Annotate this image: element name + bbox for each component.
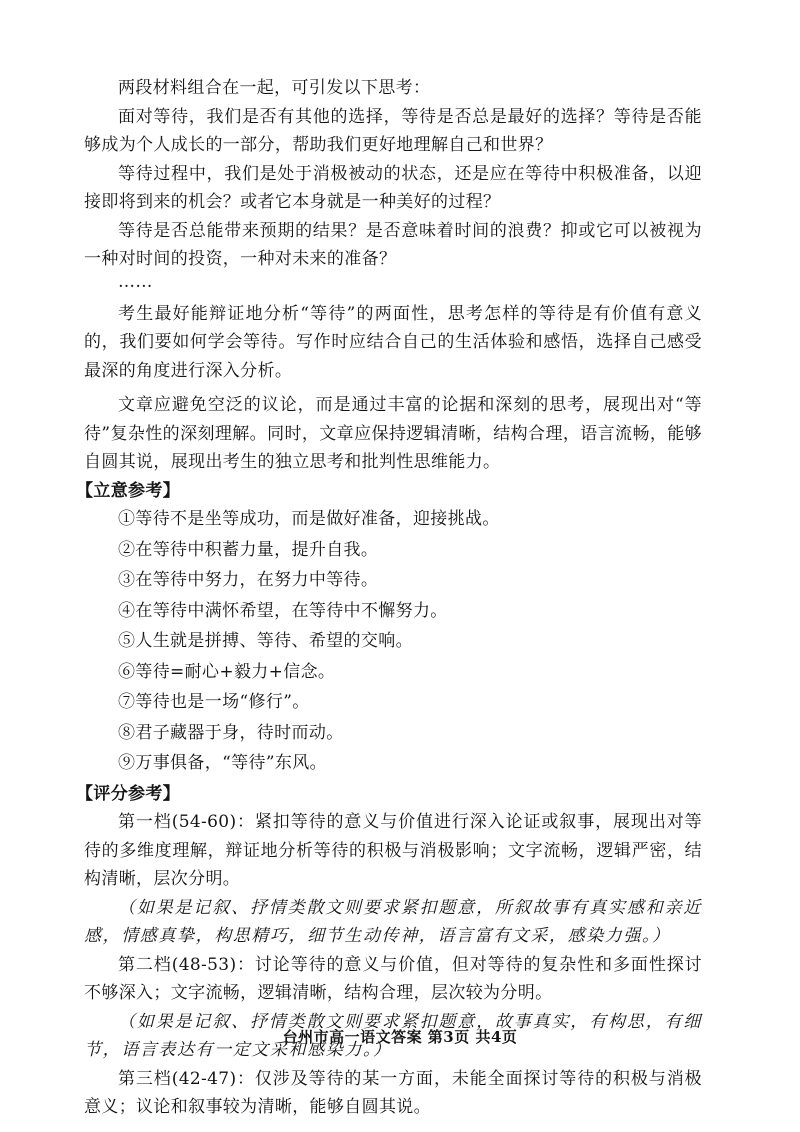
question-paragraph-2: 等待过程中，我们是处于消极被动的状态，还是应在等待中积极准备，以迎接即将到来的机会？或者它本身就是一种美好的过程？: [84, 163, 702, 212]
list-item: ⑦等待也是一场“修行”。: [118, 692, 310, 712]
list-item: ①等待不是坐等成功，而是做好准备，迎接挑战。: [118, 509, 500, 529]
guidance-paragraph-2: 文章应避免空泛的议论，而是通过丰富的论据和深刻的思考，展现出对“等待”复杂性的深刻理解。同时，文章应保持逻辑清晰，结构合理，语言流畅，能够自圆其说，展现出考生的独立思考和批判性思维能力。: [84, 395, 702, 472]
scoring-tier-3: 第三档(42-47)：仅涉及等待的某一方面，未能全面探讨等待的积极与消极意义；议论和叙事较为清晰，能够自圆其说。: [84, 1068, 702, 1117]
scoring-reference-heading: 【评分参考】: [76, 783, 181, 804]
question-paragraph-1: 面对等待，我们是否有其他的选择，等待是否总是最好的选择？等待是否能够成为个人成长的一部分，帮助我们更好地理解自己和世界？: [84, 106, 702, 155]
question-paragraph-3: 等待是否总能带来预期的结果？是否意味着时间的浪费？抑或它可以被视为一种对时间的投资，一种对未来的准备？: [84, 220, 702, 269]
guidance-paragraph-1: 考生最好能辩证地分析“等待”的两面性，思考怎样的等待是有价值有意义的，我们要如何学会等待。写作时应结合自己的生活体验和感悟，选择自己感受最深的角度进行深入分析。: [84, 303, 702, 381]
scoring-tier-1: 第一档(54-60)：紧扣等待的意义与价值进行深入论证或叙事，展现出对等待的多维度理解，辩证地分析等待的积极与消极影响；文字流畅，逻辑严密，结构清晰，层次分明。: [84, 812, 702, 889]
list-item: ⑧君子藏器于身，待时而动。: [118, 722, 344, 743]
list-item: ④在等待中满怀希望，在等待中不懈努力。: [118, 600, 448, 621]
list-item: ③在等待中努力，在努力中等待。: [118, 570, 379, 590]
scoring-tier-2-note: （如果是记叙、抒情类散文则要求紧扣题意，故事真实，有构思，有细节，语言表达有一定文采和感染力。）: [84, 1011, 702, 1060]
theme-reference-list: [84, 505, 702, 778]
scoring-tier-2: 第二档(48-53)：讨论等待的意义与价值，但对等待的复杂性和多面性探讨不够深入；文字流畅，逻辑清晰，结构合理，层次较为分明。: [84, 954, 702, 1003]
theme-reference-heading: 【立意参考】: [76, 480, 181, 501]
intro-lead: 两段材料组合在一起，可引发以下思考：: [118, 78, 431, 98]
ellipsis: ……: [118, 271, 153, 292]
list-item: ②在等待中积蓄力量，提升自我。: [118, 539, 379, 560]
list-item: ⑨万事俱备，“等待”东风。: [118, 753, 327, 773]
page-footer: 台州市高一语文答案 第3页 共4页: [282, 1028, 518, 1046]
scoring-tier-1-note: （如果是记叙、抒情类散文则要求紧扣题意，所叙故事有真实感和亲近感，情感真挚，构思精巧，细节生动传神，语言富有文采，感染力强。）: [84, 897, 702, 946]
list-item: ⑥等待=耐心+毅力+信念。: [118, 661, 336, 682]
list-item: ⑤人生就是拼搏、等待、希望的交响。: [118, 631, 413, 651]
document-body: [76, 74, 702, 1122]
